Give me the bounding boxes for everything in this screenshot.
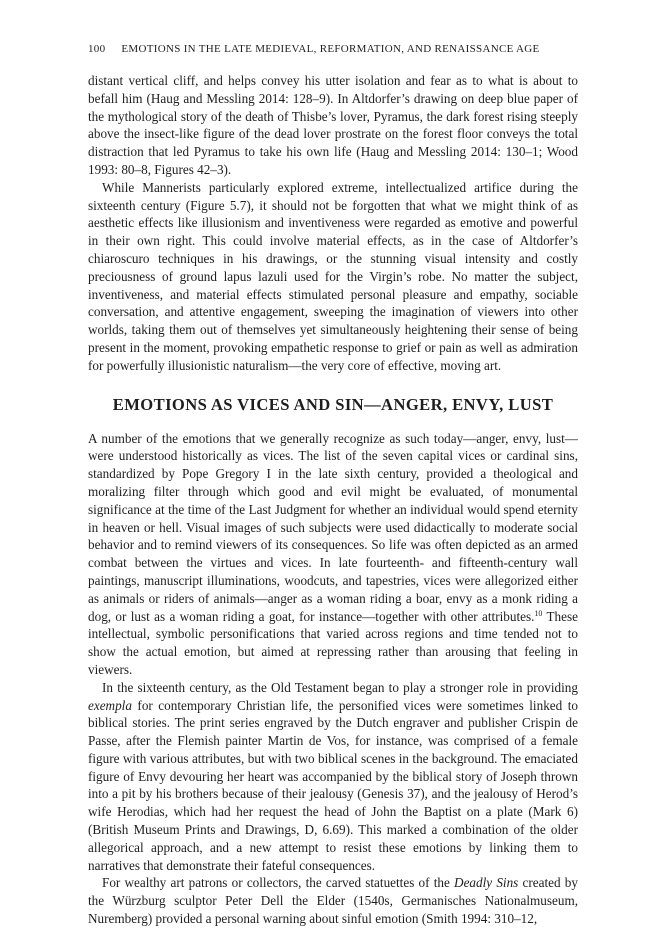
running-header [88, 42, 578, 56]
paragraph-old-testament-text: In the sixteenth century, as the Old Testament began to play a stronger role in providing [102, 679, 578, 695]
page-number: 100 [88, 43, 106, 55]
paragraph-continued: distant vertical cliff, and helps convey his utter isolation and fear as to what is about to befall him (Haug and Messling 2014: 128–9). In Altdorfer’s drawing on deep blue paper of the mythological story of the death of Thisbe’s lover, Pyramus, the dark forest rising steeply above the insect-like figure of the dead lover prostrate on the forest floor conveys the total distraction that led Pyramus to take his own life (Haug and Messling 2014: 130–1; Wood 1993: 80–8, Figures 42–3). [88, 73, 578, 177]
running-title: EMOTIONS IN THE LATE MEDIEVAL, REFORMATION, AND RENAISSANCE AGE [121, 43, 540, 55]
footnote-marker: 10 [534, 608, 543, 618]
italic-title-deadly-sins: Deadly Sins [454, 875, 519, 891]
body-text [88, 72, 578, 928]
paragraph-vices [88, 430, 578, 679]
paragraph-vices-text: A number of the emotions that we generally recognize as such today—anger, envy, lust—were understood historically as vices. The list of the seven capital vices or cardinal sins, standardized by Pope Gregory I in the late sixth century, provided a theological and moralizing filter through which good and evil might be evaluated, of monumental significance at the time of the Last Judgment for whether an individual would spend eternity in heaven or hell. Visual images of such subjects were used didactically to moderate social behavior and to remind viewers of its consequences. So life was often depicted as an armed combat between the virtues and vices. In late fourteenth- and fifteenth-century wall paintings, manuscript illuminations, woodcuts, and tapestries, vices were allegorized either as animals or riders of animals—anger as a woman riding a boar, envy as a monk riding a dog, or lust as a woman riding a goat, for instance—together with other attributes. [88, 430, 578, 624]
book-page [88, 42, 578, 928]
paragraph-old-testament [88, 679, 578, 875]
italic-term-exempla: exempla [88, 697, 132, 713]
paragraph-old-testament-text-end: for contemporary Christian life, the personified vices were sometimes linked to biblical stories. The print series engraved by the Dutch engraver and publisher Crispin de Passe, after the Flemish painter Martin de Vos, for instance, was comprised of a female figure with various attributes, but with two biblical scenes in the background. The emaciated figure of Envy devouring her heart was accompanied by the biblical story of Joseph thrown into a pit by his brothers because of their jealousy (Genesis 37), and the jealousy of Herod’s wife Herodias, which had her request the head of John the Baptist on a plate (Mark 6) (British Museum Prints and Drawings, D, 6.69). This marked a combination of the older allegorical approach, and a new attempt to resist these emotions by linking them to narratives that demonstrate their fateful consequences. [88, 697, 578, 873]
paragraph-vices-text-end: These intellectual, symbolic personifications that varied across regions and time tended not to show the actual emotion, but aimed at repressing rather than arousing that feeling in viewers. [88, 608, 578, 677]
paragraph-patrons [88, 874, 578, 927]
paragraph-patrons-text-end: created by the Würzburg sculptor Peter Dell the Elder (1540s, Germanisches Nationalmuseum, Nuremberg) provided a personal warning about sinful emotion (Smith 1994: 310–12, [88, 875, 578, 927]
section-heading: EMOTIONS AS VICES AND SIN—ANGER, ENVY, LUST [112, 394, 554, 414]
paragraph-patrons-text: For wealthy art patrons or collectors, the carved statuettes of the [102, 875, 455, 891]
paragraph-mannerists: While Mannerists particularly explored extreme, intellectualized artifice during the sixteenth century (Figure 5.7), it should not be forgotten that what we might think of as aesthetic effects like illusionism and inventiveness were regarded as emotive and powerful in their own right. This could involve material effects, as in the case of Altdorfer’s chiaroscuro techniques in his drawings, or the stunning visual intensity and costly preciousness of ground lapus lazuli used for the Virgin’s robe. No matter the subject, inventiveness, and material effects stimulated personal pleasure and empathy, sociable conversation, and attentive engagement, sweeping the imagination of viewers into other worlds, taking them out of themselves yet simultaneously heightening their sense of being present in the moment, provoking empathetic response to grief or pain as well as admiration for powerfully illusionistic naturalism—the very core of effective, moving art. [88, 179, 578, 373]
